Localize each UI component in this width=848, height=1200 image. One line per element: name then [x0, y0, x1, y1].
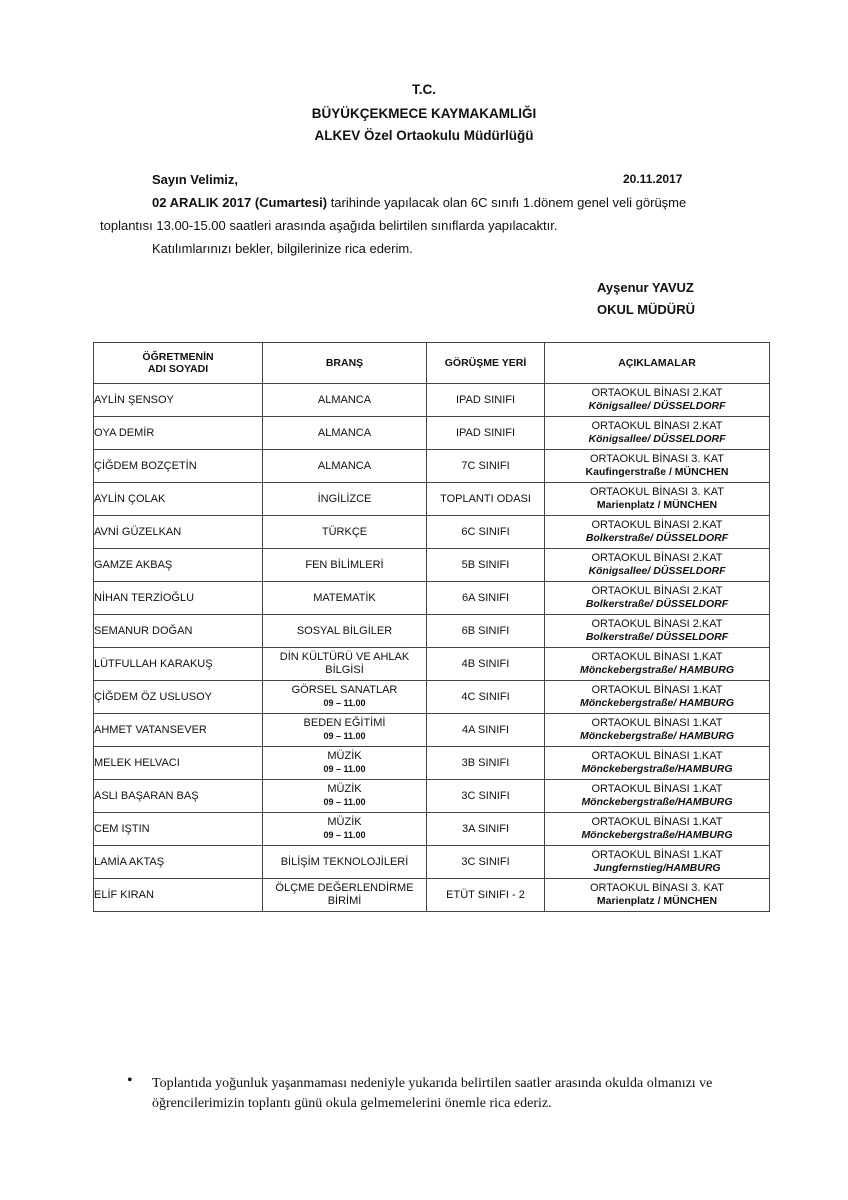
location-label: Kaufingerstraße / MÜNCHEN	[585, 466, 729, 478]
body-line-1-text: tarihinde yapılacak olan 6C sınıfı 1.dönem genel veli görüşme	[327, 195, 687, 210]
meeting-place: 3B SINIFI	[427, 747, 545, 780]
branch-cell	[263, 714, 427, 747]
notes-cell	[545, 813, 770, 846]
location-label: Bolkerstraße/ DÜSSELDORF	[585, 598, 729, 610]
table-body	[94, 384, 770, 912]
notes-cell	[545, 681, 770, 714]
teacher-name: AYLİN ÇOLAK	[94, 483, 263, 516]
signatory-name: Ayşenur YAVUZ	[597, 280, 694, 295]
table-row	[94, 780, 770, 813]
meeting-place: 4C SINIFI	[427, 681, 545, 714]
table-row	[94, 384, 770, 417]
branch-cell	[263, 813, 427, 846]
branch-name: TÜRKÇE	[321, 525, 368, 538]
notes-cell	[545, 582, 770, 615]
location-label: Mönckebergstraße/ HAMBURG	[579, 664, 735, 676]
building-floor: ORTAOKUL BİNASI 1.KAT	[591, 783, 723, 795]
location-label: Bolkerstraße/ DÜSSELDORF	[585, 631, 729, 643]
location-label: Bolkerstraße/ DÜSSELDORF	[585, 532, 729, 544]
notes-cell	[545, 714, 770, 747]
header-tc: T.C.	[411, 82, 436, 97]
teacher-name: AYLİN ŞENSOY	[94, 384, 263, 417]
table-row	[94, 516, 770, 549]
building-floor: ORTAOKUL BİNASI 3. KAT	[589, 882, 725, 894]
table-row	[94, 648, 770, 681]
col-header-branch: BRANŞ	[263, 343, 427, 384]
branch-cell	[263, 384, 427, 417]
notes-cell	[545, 615, 770, 648]
location-label: Mönckebergstraße/HAMBURG	[581, 796, 733, 808]
branch-time: 09 – 11.00	[323, 698, 366, 708]
header-school: ALKEV Özel Ortaokulu Müdürlüğü	[314, 128, 534, 143]
table-row	[94, 681, 770, 714]
branch-cell	[263, 549, 427, 582]
branch-name: MATEMATİK	[313, 591, 376, 604]
branch-time: 09 – 11.00	[323, 830, 366, 840]
header-district: BÜYÜKÇEKMECE KAYMAKAMLIĞI	[311, 106, 537, 121]
teacher-name: LÜTFULLAH KARAKUŞ	[94, 648, 263, 681]
table-row	[94, 549, 770, 582]
table-row	[94, 417, 770, 450]
col-header-teacher-line1: ÖĞRETMENİN	[142, 351, 214, 363]
table-row	[94, 747, 770, 780]
branch-name: ALMANCA	[317, 393, 372, 406]
teacher-name: MELEK HELVACI	[94, 747, 263, 780]
branch-name: BEDEN EĞİTİMİ	[303, 717, 386, 729]
location-label: Mönckebergstraße/HAMBURG	[581, 829, 733, 841]
branch-cell	[263, 516, 427, 549]
table-row	[94, 879, 770, 912]
building-floor: ORTAOKUL BİNASI 2.KAT	[591, 618, 723, 630]
salutation: Sayın Velimiz,	[152, 172, 238, 187]
meeting-place: 3A SINIFI	[427, 813, 545, 846]
meeting-place: ETÜT SINIFI - 2	[427, 879, 545, 912]
teacher-name: ÇİĞDEM ÖZ USLUSOY	[94, 681, 263, 714]
table-row	[94, 846, 770, 879]
location-label: Mönckebergstraße/ HAMBURG	[579, 697, 735, 709]
notes-cell	[545, 879, 770, 912]
location-label: Königsallee/ DÜSSELDORF	[588, 565, 726, 577]
building-floor: ORTAOKUL BİNASI 1.KAT	[591, 717, 723, 729]
branch-cell	[263, 483, 427, 516]
branch-cell	[263, 582, 427, 615]
teacher-name: ÇİĞDEM BOZÇETİN	[94, 450, 263, 483]
meeting-place: 6B SINIFI	[427, 615, 545, 648]
branch-name: ALMANCA	[317, 459, 372, 472]
branch-cell	[263, 780, 427, 813]
building-floor: ORTAOKUL BİNASI 1.KAT	[591, 684, 723, 696]
teacher-name: ASLI BAŞARAN BAŞ	[94, 780, 263, 813]
notes-cell	[545, 780, 770, 813]
building-floor: ORTAOKUL BİNASI 2.KAT	[591, 420, 723, 432]
building-floor: ORTAOKUL BİNASI 1.KAT	[591, 750, 723, 762]
branch-cell	[263, 450, 427, 483]
body-line-1	[152, 195, 686, 210]
teacher-name: SEMANUR DOĞAN	[94, 615, 263, 648]
branch-cell	[263, 747, 427, 780]
meeting-place: 6C SINIFI	[427, 516, 545, 549]
teacher-name: AVNİ GÜZELKAN	[94, 516, 263, 549]
branch-name: ALMANCA	[317, 426, 372, 439]
teacher-meeting-table	[93, 342, 770, 912]
meeting-place: 6A SINIFI	[427, 582, 545, 615]
branch-name: GÖRSEL SANATLAR	[291, 684, 398, 696]
table-row	[94, 483, 770, 516]
location-label: Mönckebergstraße/HAMBURG	[581, 763, 733, 775]
building-floor: ORTAOKUL BİNASI 1.KAT	[591, 816, 723, 828]
meeting-place: IPAD SINIFI	[427, 417, 545, 450]
meeting-place: 5B SINIFI	[427, 549, 545, 582]
branch-cell	[263, 846, 427, 879]
building-floor: ORTAOKUL BİNASI 2.KAT	[591, 552, 723, 564]
meeting-place: 7C SINIFI	[427, 450, 545, 483]
meeting-place: 3C SINIFI	[427, 846, 545, 879]
building-floor: ORTAOKUL BİNASI 2.KAT	[591, 387, 723, 399]
closing-line: Katılımlarınızı bekler, bilgilerinize rica ederim.	[152, 241, 413, 256]
meeting-place: 4B SINIFI	[427, 648, 545, 681]
notes-cell	[545, 846, 770, 879]
building-floor: ORTAOKUL BİNASI 1.KAT	[591, 849, 723, 861]
col-header-teacher	[94, 343, 263, 384]
branch-time: 09 – 11.00	[323, 764, 366, 774]
teacher-name: CEM IŞTIN	[94, 813, 263, 846]
location-label: Königsallee/ DÜSSELDORF	[588, 400, 726, 412]
branch-name: BİLİŞİM TEKNOLOJİLERİ	[280, 855, 409, 868]
teacher-name: GAMZE AKBAŞ	[94, 549, 263, 582]
branch-name: ÖLÇME DEĞERLENDİRME BİRİMİ	[275, 882, 414, 907]
table-row	[94, 450, 770, 483]
branch-cell	[263, 879, 427, 912]
branch-cell	[263, 681, 427, 714]
teacher-name: AHMET VATANSEVER	[94, 714, 263, 747]
col-header-teacher-line2: ADI SOYADI	[147, 363, 209, 375]
notes-cell	[545, 549, 770, 582]
notes-cell	[545, 417, 770, 450]
notes-cell	[545, 384, 770, 417]
branch-name: SOSYAL BİLGİLER	[296, 624, 393, 637]
branch-time: 09 – 11.00	[323, 731, 366, 741]
location-label: Marienplatz / MÜNCHEN	[596, 895, 718, 907]
branch-name: MÜZİK	[327, 750, 362, 762]
footnote: Toplantıda yoğunluk yaşanmaması nedeniyle yukarıda belirtilen saatler arasında okulda olmanızı ve öğrencilerimizin toplantı günü okula gelmemelerini önemle rica ederiz.	[152, 1076, 713, 1111]
building-floor: ORTAOKUL BİNASI 2.KAT	[591, 519, 723, 531]
meeting-date: 02 ARALIK 2017 (Cumartesi)	[152, 195, 328, 210]
location-label: Jungfernstieg/HAMBURG	[593, 862, 721, 874]
location-label: Königsallee/ DÜSSELDORF	[588, 433, 726, 445]
teacher-name: LAMİA AKTAŞ	[94, 846, 263, 879]
notes-cell	[545, 648, 770, 681]
branch-name: MÜZİK	[327, 816, 362, 828]
branch-name: İNGİLİZCE	[317, 492, 372, 505]
location-label: Mönckebergstraße/ HAMBURG	[579, 730, 735, 742]
branch-cell	[263, 648, 427, 681]
body-line-2: toplantısı 13.00-15.00 saatleri arasında aşağıda belirtilen sınıflarda yapılacaktır.	[100, 218, 558, 233]
col-header-place: GÖRÜŞME YERİ	[427, 343, 545, 384]
building-floor: ORTAOKUL BİNASI 3. KAT	[589, 453, 725, 465]
notes-cell	[545, 747, 770, 780]
table-row	[94, 615, 770, 648]
meeting-place: TOPLANTI ODASI	[427, 483, 545, 516]
teacher-name: NİHAN TERZİOĞLU	[94, 582, 263, 615]
table-header-row	[94, 343, 770, 384]
table-row	[94, 714, 770, 747]
branch-cell	[263, 615, 427, 648]
branch-name: DİN KÜLTÜRÜ VE AHLAK BİLGİSİ	[279, 651, 410, 676]
meeting-place: 4A SINIFI	[427, 714, 545, 747]
branch-name: MÜZİK	[327, 783, 362, 795]
location-label: Marienplatz / MÜNCHEN	[596, 499, 718, 511]
table-row	[94, 813, 770, 846]
notes-cell	[545, 516, 770, 549]
teacher-name: OYA DEMİR	[94, 417, 263, 450]
building-floor: ORTAOKUL BİNASI 2.KAT	[591, 585, 723, 597]
signatory-title: OKUL MÜDÜRÜ	[597, 302, 695, 317]
branch-name: FEN BİLİMLERİ	[305, 558, 384, 571]
table-row	[94, 582, 770, 615]
building-floor: ORTAOKUL BİNASI 1.KAT	[591, 651, 723, 663]
teacher-name: ELİF KIRAN	[94, 879, 263, 912]
branch-cell	[263, 417, 427, 450]
col-header-notes: AÇIKLAMALAR	[545, 343, 770, 384]
meeting-place: 3C SINIFI	[427, 780, 545, 813]
branch-time: 09 – 11.00	[323, 797, 366, 807]
building-floor: ORTAOKUL BİNASI 3. KAT	[589, 486, 725, 498]
notes-cell	[545, 483, 770, 516]
bullet-icon: •	[127, 1072, 133, 1089]
letter-date: 20.11.2017	[623, 172, 683, 186]
notes-cell	[545, 450, 770, 483]
meeting-place: IPAD SINIFI	[427, 384, 545, 417]
